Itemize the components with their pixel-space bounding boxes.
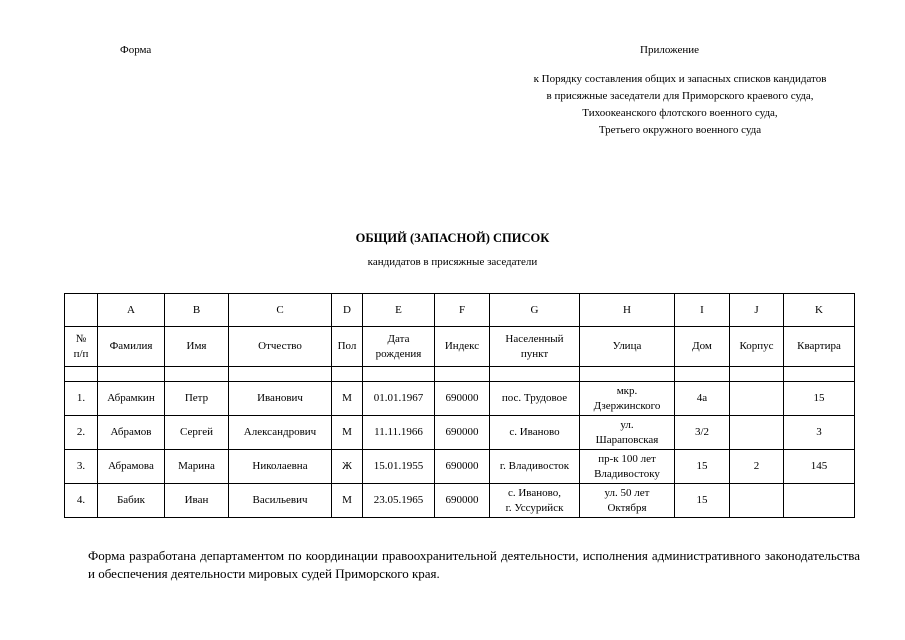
cell-text: Дом — [692, 340, 712, 352]
cell-text: пункт — [520, 347, 549, 360]
column-letter-postal-index: F — [435, 294, 490, 327]
cell-text: Александрович — [243, 426, 317, 438]
cell-birth-date — [363, 382, 435, 416]
cell-text: с. Иваново — [509, 426, 560, 438]
cell-postal-index — [435, 450, 490, 484]
column-letters-row — [65, 294, 855, 327]
cell-text: Сергей — [180, 426, 213, 438]
cell-house — [675, 450, 730, 484]
header-apartment — [784, 327, 855, 367]
header-surname — [98, 327, 165, 367]
column-letter-surname: A — [98, 294, 165, 327]
cell-surname — [98, 382, 165, 416]
spacer-cell — [675, 367, 730, 382]
spacer-cell — [98, 367, 165, 382]
cell-text: Иванович — [257, 392, 303, 404]
cell-house — [675, 382, 730, 416]
cell-text: 690000 — [445, 460, 479, 472]
column-letter-house: I — [675, 294, 730, 327]
cell-text: пр-к 100 лет — [598, 452, 656, 465]
appendix-line: к Порядку составления общих и запасных списков кандидатов — [533, 73, 827, 85]
header-building — [730, 327, 784, 367]
cell-number — [65, 382, 98, 416]
cell-building — [730, 484, 784, 518]
cell-text: Имя — [186, 340, 207, 352]
cell-text: Шараповская — [595, 433, 659, 446]
cell-text: Октября — [607, 501, 647, 514]
table-row — [65, 416, 855, 450]
cell-text: с. Иваново, — [507, 486, 561, 499]
cell-text: Петр — [184, 392, 209, 404]
document-subtitle: кандидатов в присяжные заседатели — [367, 256, 538, 268]
column-letter-first-name: B — [165, 294, 229, 327]
header-number — [65, 327, 98, 367]
cell-text: 690000 — [445, 426, 479, 438]
cell-street — [580, 416, 675, 450]
spacer-cell — [784, 367, 855, 382]
cell-text: рождения — [375, 347, 422, 360]
table-row — [65, 450, 855, 484]
spacer-cell — [730, 367, 784, 382]
cell-text: Бабик — [116, 494, 146, 506]
cell-text: г. Уссурийск — [505, 501, 564, 514]
cell-building — [730, 382, 784, 416]
header-street — [580, 327, 675, 367]
cell-street — [580, 484, 675, 518]
cell-text: Иван — [184, 494, 209, 506]
form-label: Форма — [120, 44, 152, 56]
header-house — [675, 327, 730, 367]
cell-text: 3/2 — [694, 426, 710, 438]
cell-house — [675, 484, 730, 518]
header-locality — [490, 327, 580, 367]
cell-sex — [332, 450, 363, 484]
candidates-table — [64, 293, 855, 518]
cell-text: 15 — [696, 494, 708, 506]
appendix-title: Приложение — [640, 44, 700, 56]
cell-patronymic — [229, 484, 332, 518]
cell-text: Отчество — [258, 340, 302, 352]
cell-text: Пол — [337, 340, 357, 352]
cell-text: Абрамов — [110, 426, 152, 438]
column-letter-sex: D — [332, 294, 363, 327]
cell-text: Дзержинского — [593, 399, 661, 412]
cell-number — [65, 484, 98, 518]
cell-text: М — [342, 426, 352, 438]
header-birth-date — [363, 327, 435, 367]
cell-apartment — [784, 450, 855, 484]
column-letter-number — [65, 294, 98, 327]
cell-apartment — [784, 416, 855, 450]
footer-note: Форма разработана департаментом по координации правоохранительной деятельности, исполнения административного законодательства и обеспечения деятельности мировых судей Приморского края. — [88, 548, 860, 581]
header-first-name — [165, 327, 229, 367]
cell-apartment — [784, 484, 855, 518]
appendix-reference — [490, 71, 870, 139]
cell-text: мкр. — [616, 384, 638, 397]
cell-text: 23.05.1965 — [373, 494, 424, 506]
cell-text: г. Владивосток — [499, 460, 570, 472]
cell-locality — [490, 416, 580, 450]
table-row — [65, 382, 855, 416]
cell-text: 2 — [753, 460, 760, 472]
cell-sex — [332, 484, 363, 518]
cell-number — [65, 450, 98, 484]
cell-locality — [490, 382, 580, 416]
cell-first-name — [165, 416, 229, 450]
cell-text: 4а — [696, 392, 708, 404]
cell-house — [675, 416, 730, 450]
cell-locality — [490, 450, 580, 484]
cell-text: Владивостоку — [594, 467, 660, 480]
cell-text: Ж — [342, 460, 352, 472]
cell-text: Улица — [612, 340, 642, 352]
table-row — [65, 484, 855, 518]
header-row — [65, 327, 855, 367]
cell-first-name — [165, 450, 229, 484]
cell-text: 690000 — [445, 392, 479, 404]
cell-text: ул. — [620, 418, 634, 431]
cell-birth-date — [363, 416, 435, 450]
cell-text: Николаевна — [252, 460, 308, 472]
cell-birth-date — [363, 450, 435, 484]
cell-patronymic — [229, 450, 332, 484]
spacer-cell — [580, 367, 675, 382]
cell-text: Корпус — [739, 340, 774, 352]
header-postal-index — [435, 327, 490, 367]
cell-building — [730, 450, 784, 484]
cell-text: 3 — [816, 426, 822, 438]
column-letter-birth-date: E — [363, 294, 435, 327]
header-patronymic — [229, 327, 332, 367]
cell-text: М — [342, 392, 352, 404]
cell-text: 11.11.1966 — [374, 426, 423, 438]
cell-sex — [332, 382, 363, 416]
spacer-cell — [65, 367, 98, 382]
column-letter-building: J — [730, 294, 784, 327]
cell-text: Индекс — [444, 340, 480, 352]
cell-patronymic — [229, 416, 332, 450]
cell-apartment — [784, 382, 855, 416]
cell-text: Фамилия — [109, 340, 153, 352]
cell-postal-index — [435, 484, 490, 518]
spacer-cell — [435, 367, 490, 382]
cell-birth-date — [363, 484, 435, 518]
cell-text: Абрамкин — [107, 392, 155, 404]
cell-text: 3. — [76, 460, 86, 472]
cell-text: 2. — [76, 426, 86, 438]
cell-text: 15 — [813, 392, 825, 404]
cell-surname — [98, 416, 165, 450]
cell-text: Марина — [178, 460, 215, 472]
cell-postal-index — [435, 382, 490, 416]
cell-street — [580, 450, 675, 484]
cell-sex — [332, 416, 363, 450]
column-letter-apartment: K — [784, 294, 855, 327]
cell-first-name — [165, 484, 229, 518]
spacer-cell — [490, 367, 580, 382]
spacer-cell — [332, 367, 363, 382]
column-letter-locality: G — [490, 294, 580, 327]
cell-text: ул. 50 лет — [604, 486, 650, 499]
cell-text: Дата — [387, 332, 410, 345]
header-sex — [332, 327, 363, 367]
cell-text: пос. Трудовое — [501, 392, 568, 404]
cell-text: Населенный — [505, 332, 564, 345]
cell-patronymic — [229, 382, 332, 416]
cell-text: Квартира — [797, 340, 841, 352]
cell-surname — [98, 484, 165, 518]
cell-number — [65, 416, 98, 450]
column-letter-patronymic: C — [229, 294, 332, 327]
cell-text: № — [75, 332, 87, 345]
cell-text: М — [342, 494, 352, 506]
cell-postal-index — [435, 416, 490, 450]
cell-building — [730, 416, 784, 450]
cell-locality — [490, 484, 580, 518]
column-letter-street: H — [580, 294, 675, 327]
cell-text: Абрамова — [108, 460, 154, 472]
spacer-cell — [165, 367, 229, 382]
cell-text: 690000 — [445, 494, 479, 506]
cell-text: 01.01.1967 — [373, 392, 424, 404]
cell-text: 1. — [76, 392, 86, 404]
document-title: ОБЩИЙ (ЗАПАСНОЙ) СПИСОК — [355, 231, 550, 245]
spacer-cell — [363, 367, 435, 382]
appendix-line: Третьего окружного военного суда — [598, 124, 762, 136]
cell-surname — [98, 450, 165, 484]
spacer-cell — [229, 367, 332, 382]
cell-text: 145 — [810, 460, 828, 472]
cell-first-name — [165, 382, 229, 416]
cell-text: 15.01.1955 — [373, 460, 424, 472]
cell-text: п/п — [73, 347, 89, 360]
spacer-row — [65, 367, 855, 382]
appendix-line: в присяжные заседатели для Приморского краевого суда, — [546, 90, 814, 102]
cell-text: Васильевич — [252, 494, 308, 506]
cell-text: 15 — [696, 460, 708, 472]
appendix-line: Тихоокеанского флотского военного суда, — [582, 107, 778, 119]
cell-text: 4. — [76, 494, 86, 506]
cell-street — [580, 382, 675, 416]
